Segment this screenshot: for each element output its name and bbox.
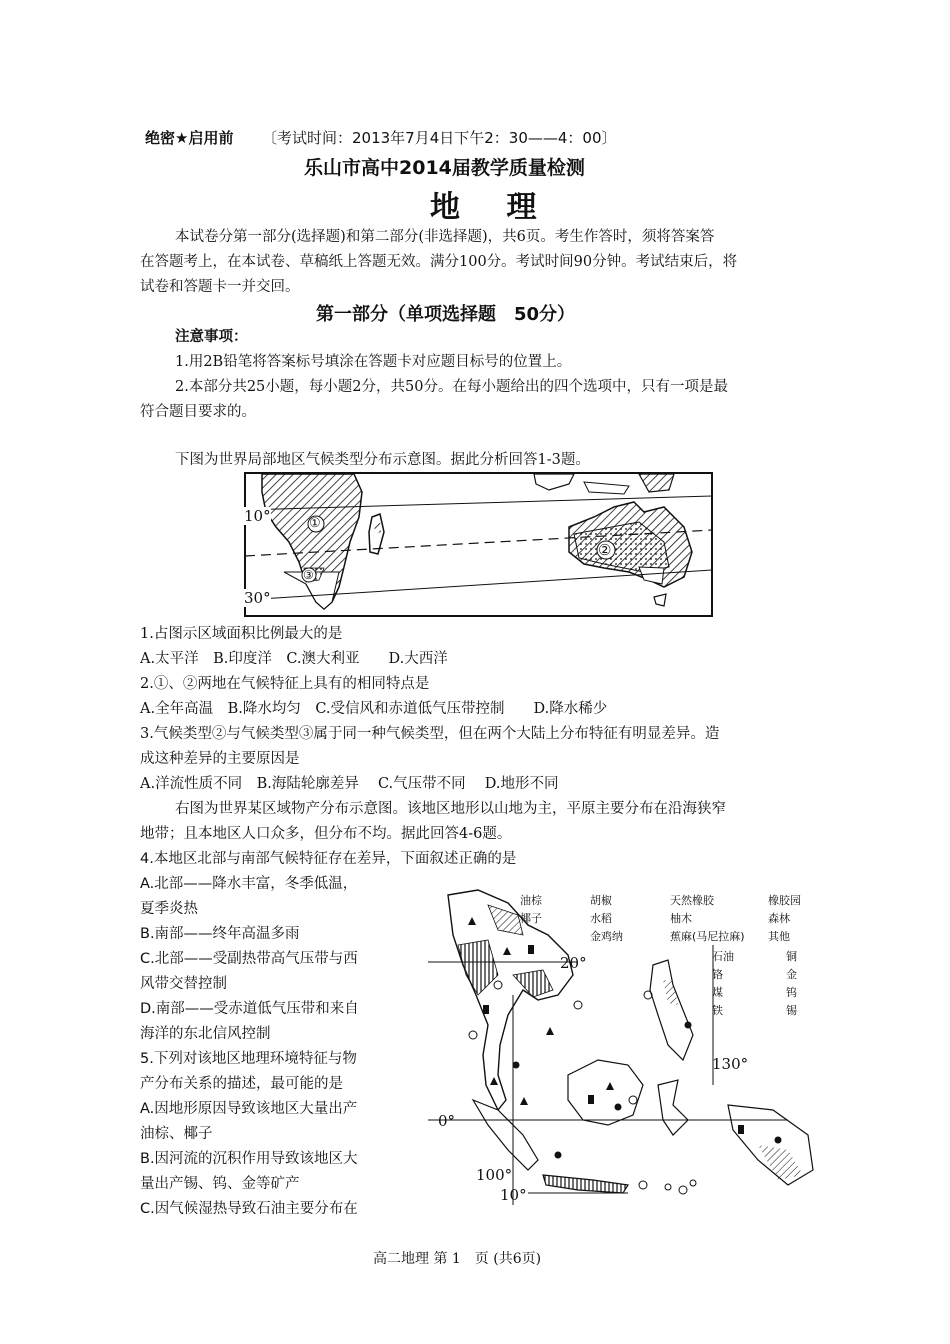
q4-stem: 4.本地区北部与南部气候特征存在差异，下面叙述正确的是 (140, 851, 517, 867)
note-2a: 2.本部分共25小题，每小题2分，共50分。在每小题给出的四个选项中，只有一项是最 (175, 379, 728, 395)
q1-options: A.太平洋 B.印度洋 C.澳大利亚 D.大西洋 (140, 651, 448, 667)
legend-chromium: 铬 (712, 968, 723, 981)
legend-other: 其他 (768, 930, 790, 943)
legend-teak: 柚木 (670, 912, 692, 925)
q5-stem-a: 5.下列对该地区地理环境特征与物 (140, 1051, 357, 1067)
q5-option-b1: B.因河流的沉积作用导致该地区大 (140, 1151, 358, 1167)
note-2b: 符合题目要求的。 (140, 404, 256, 420)
q5-option-b2: 量出产锡、钨、金等矿产 (140, 1176, 300, 1192)
legend-abaca: 蕉麻(马尼拉麻) (670, 930, 745, 943)
map2-intro-b: 地带；且本地区人口众多，但分布不均。据此回答4-6题。 (140, 826, 512, 842)
subject-title: 地 理 (430, 190, 555, 225)
legend-tungsten: 钨 (786, 986, 797, 999)
climate-map (244, 472, 714, 618)
q5-option-a1: A.因地形原因导致该地区大量出产 (140, 1101, 358, 1117)
q1-stem: 1.占图示区域面积比例最大的是 (140, 626, 343, 642)
sulawesi-shape (658, 1080, 688, 1135)
java-shape (543, 1175, 628, 1193)
climate-label-2: ② (598, 541, 612, 559)
lat-0-label: 0° (438, 1112, 456, 1130)
q5-option-a2: 油棕、椰子 (140, 1126, 213, 1142)
map2-intro-a: 右图为世界某区域物产分布示意图。该地区地形以山地为主，平原主要分布在沿海狭窄 (175, 801, 726, 817)
secret-label: 绝密★启用前 (145, 129, 234, 147)
q3-stem-b: 成这种差异的主要原因是 (140, 751, 300, 767)
exam-title: 乐山市高中2014届教学质量检测 (304, 157, 585, 179)
q4-option-a2: 夏季炎热 (140, 901, 198, 917)
intro-line-1: 本试卷分第一部分(选择题)和第二部分(非选择题)，共6页。考生作答时，须将答案答 (175, 229, 715, 245)
lat-20-label: 20° (560, 954, 587, 972)
legend-gold: 金 (786, 968, 797, 981)
borneo-shape (568, 1060, 643, 1125)
q4-option-b: B.南部——终年高温多雨 (140, 926, 300, 942)
legend-rubber-estate: 橡胶园 (768, 894, 801, 907)
legend-coal: 煤 (712, 986, 723, 999)
legend-iron: 铁 (712, 1004, 723, 1017)
q2-options: A.全年高温 B.降水均匀 C.受信风和赤道低气压带控制 D.降水稀少 (140, 701, 608, 717)
resource-map (428, 885, 818, 1205)
q4-option-c2: 风带交替控制 (140, 976, 227, 992)
legend-rubber: 天然橡胶 (670, 894, 714, 907)
q4-option-d2: 海洋的东北信风控制 (140, 1026, 271, 1042)
legend-coconut: 椰子 (520, 912, 542, 925)
legend-copper: 铜 (786, 950, 797, 963)
q4-option-a1: A.北部——降水丰富，冬季低温， (140, 876, 358, 892)
q5-option-c1: C.因气候湿热导致石油主要分布在 (140, 1201, 358, 1217)
q3-stem-a: 3.气候类型②与气候类型③属于同一种气候类型，但在两个大陆上分布特征有明显差异。造 (140, 726, 720, 742)
climate-label-3: ③ (303, 568, 314, 582)
legend-forest: 森林 (768, 912, 790, 925)
q3-options: A.洋流性质不同 B.海陆轮廓差异 C.气压带不同 D.地形不同 (140, 776, 559, 792)
intro-line-3: 试卷和答题卡一并交回。 (140, 279, 300, 295)
q4-option-d1: D.南部——受赤道低气压带和来自 (140, 1001, 359, 1017)
lon-100-label: 100° (476, 1166, 513, 1184)
map1-caption: 下图为世界局部地区气候类型分布示意图。据此分析回答1-3题。 (175, 452, 590, 468)
legend-tin: 锡 (786, 1004, 797, 1017)
legend-rice: 水稻 (590, 912, 612, 925)
legend-cinchona: 金鸡纳 (590, 930, 623, 943)
lat-10-label: 10° (244, 507, 271, 525)
legend-oil-palm: 油棕 (520, 894, 542, 907)
legend-oil: 石油 (712, 950, 734, 963)
lat-10s-label: 10° (500, 1186, 527, 1204)
q4-option-c1: C.北部——受副热带高气压带与西 (140, 951, 358, 967)
notes-title: 注意事项： (175, 329, 248, 345)
page-footer: 高二地理 第 1 页 (共6页) (373, 1251, 542, 1267)
philippines-shape (650, 960, 693, 1060)
q2-stem: 2.①、②两地在气候特征上具有的相同特点是 (140, 676, 430, 692)
q5-stem-b: 产分布关系的描述，最可能的是 (140, 1076, 343, 1092)
lon-130-label: 130° (712, 1055, 749, 1073)
lat-30-label: 30° (244, 589, 271, 607)
sumatra-shape (473, 1100, 538, 1170)
climate-label-1: ① (309, 516, 321, 531)
section-title: 第一部分（单项选择题 50分） (316, 304, 576, 325)
note-1: 1.用2B铅笔将答案标号填涂在答题卡对应题目标号的位置上。 (175, 354, 572, 370)
exam-time: 〔考试时间：2013年7月4日下午2：30——4：00〕 (262, 129, 617, 147)
legend-pepper: 胡椒 (590, 894, 612, 907)
intro-line-2: 在答题考上，在本试卷、草稿纸上答题无效。满分100分。考试时间90分钟。考试结束后，将 (140, 254, 738, 270)
